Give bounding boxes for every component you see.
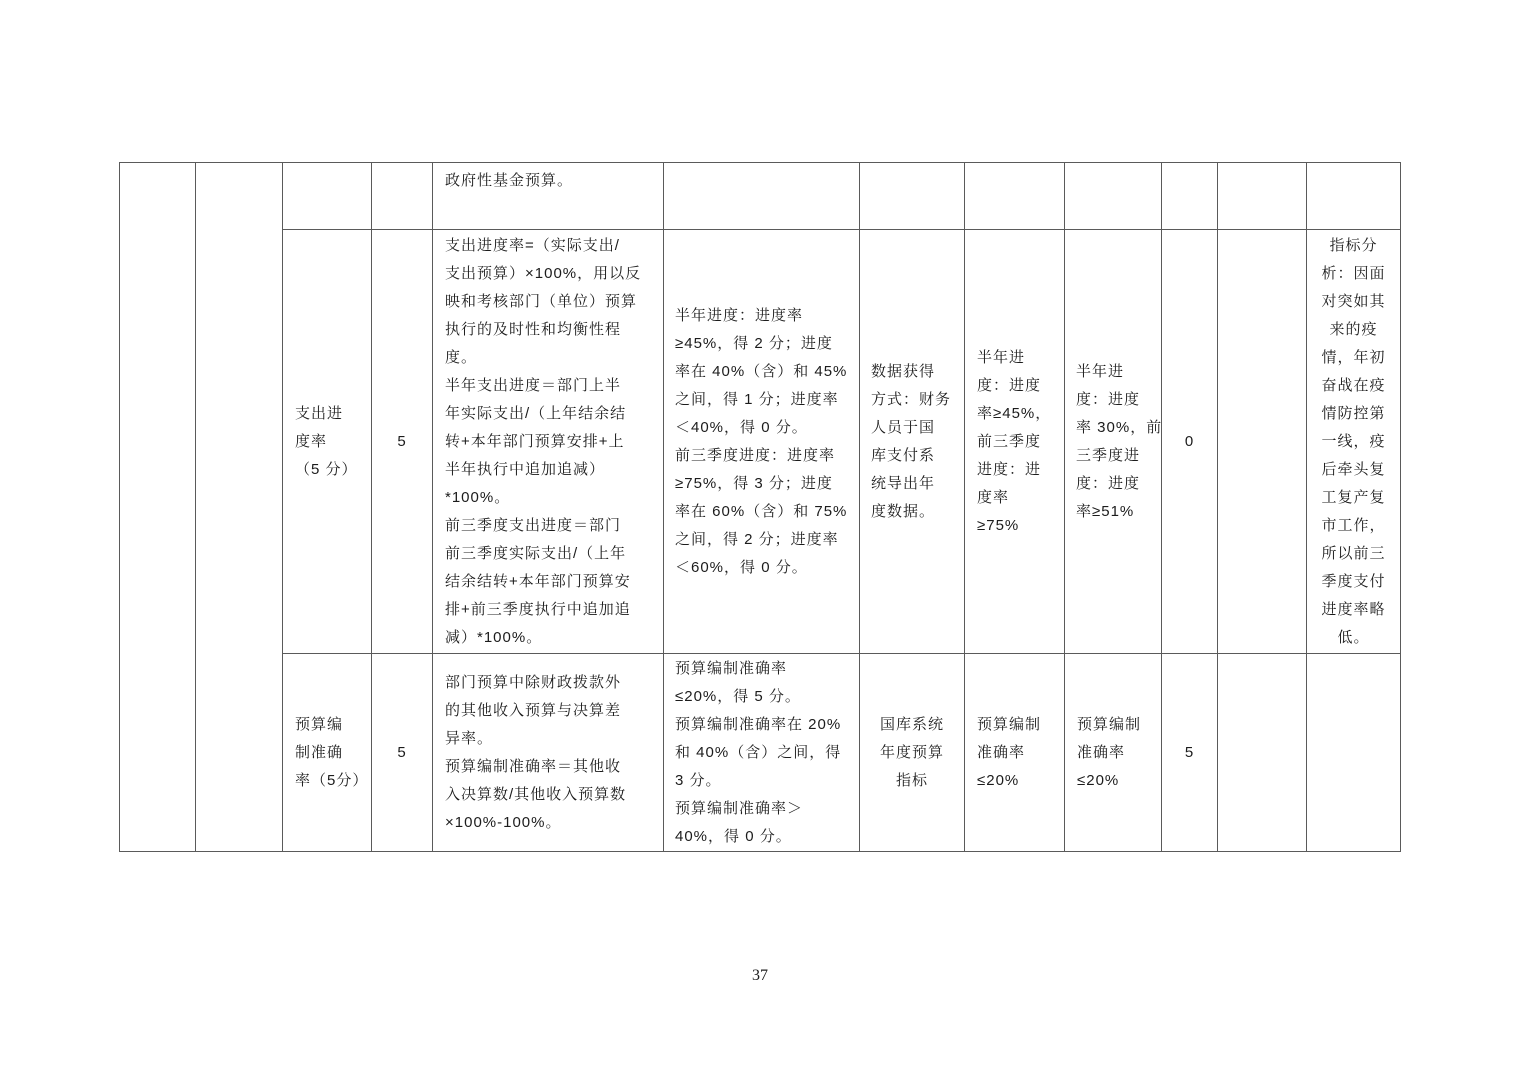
indicator-name-cell: [283, 230, 372, 654]
table-row: [120, 230, 1401, 654]
data-source-cell: [860, 230, 965, 654]
text-line: 40%，得 0 分。: [675, 827, 792, 845]
text-line: （5 分）: [295, 460, 358, 478]
text-line: 准确率: [977, 743, 1026, 761]
empty-cell: [1218, 654, 1307, 852]
score-cell: [1162, 654, 1218, 852]
text-line: ≤20%: [1077, 771, 1120, 789]
empty-cell: [1218, 230, 1307, 654]
text-line: 情，年初: [1321, 348, 1386, 366]
indicator-name-cell: [283, 163, 372, 230]
text-line: 度数据。: [871, 502, 936, 520]
score-cell: [1162, 230, 1218, 654]
scoring-standard-cell: [664, 163, 860, 230]
data-source-cell: [860, 163, 965, 230]
text-line: 进度：进: [977, 460, 1042, 478]
text-line: 度：进度: [1076, 474, 1141, 492]
weight-cell: [372, 230, 433, 654]
text-line: ≤20%: [977, 771, 1020, 789]
scoring-standard-cell: [664, 654, 860, 852]
text-line: 半年进: [1076, 362, 1125, 380]
text-line: 异率。: [445, 729, 494, 747]
text-line: 度。: [445, 348, 478, 366]
text-line: 国库系统: [879, 715, 944, 733]
table-row: [120, 163, 1401, 230]
text-line: 年实际支出/（上年结余结: [445, 404, 627, 422]
text-line: 预算编制准确率＞: [675, 799, 804, 817]
text-line: 后牵头复: [1321, 460, 1386, 478]
actual-value-cell: [1065, 654, 1162, 852]
text-line: 情防控第: [1321, 404, 1386, 422]
text-line: 人员于国: [871, 418, 936, 436]
text-line: ＜60%，得 0 分。: [675, 558, 808, 576]
empty-cell: [1218, 163, 1307, 230]
definition-cell: [433, 654, 664, 852]
text-line: 工复产复: [1321, 488, 1386, 506]
merged-empty-cell: [120, 163, 196, 852]
text-line: 市工作，: [1321, 516, 1386, 534]
text-line: 支出进度率=（实际支出/: [445, 236, 620, 254]
text-line: 析：因面: [1321, 264, 1386, 282]
text-line: 率 30%，前: [1076, 418, 1163, 436]
text-line: 低。: [1337, 628, 1370, 646]
text-line: ≤20%，得 5 分。: [675, 687, 801, 705]
text-line: 度率: [977, 488, 1010, 506]
text-line: 预算编: [295, 715, 344, 733]
text-line: 前三季度进度：进度率: [675, 446, 836, 464]
remark-cell: [1307, 654, 1401, 852]
text-line: 率（5分）: [295, 771, 369, 789]
table-row: [120, 654, 1401, 852]
remark-cell: [1307, 230, 1401, 654]
text-line: 半年执行中追加追减）: [445, 460, 606, 478]
text-line: 减）*100%。: [445, 628, 543, 646]
text-line: 统导出年: [871, 474, 936, 492]
actual-value-cell: [1065, 163, 1162, 230]
merged-empty-cell: [196, 163, 283, 852]
target-value-cell: [965, 230, 1065, 654]
text-line: 一线，疫: [1321, 432, 1386, 450]
text-line: *100%。: [445, 488, 511, 506]
text-line: 年度预算: [879, 743, 944, 761]
text-line: 之间，得 2 分；进度率: [675, 530, 839, 548]
text-line: 映和考核部门（单位）预算: [445, 292, 638, 310]
text-line: 指标: [895, 771, 928, 789]
text-line: 执行的及时性和均衡性程: [445, 320, 622, 338]
target-value-cell: [965, 163, 1065, 230]
text-line: 度：进度: [977, 376, 1042, 394]
text-line: 3 分。: [675, 771, 722, 789]
remark-cell: [1307, 163, 1401, 230]
text-line: 5: [397, 743, 407, 761]
text-line: 和 40%（含）之间，得: [675, 743, 842, 761]
text-line: 率≥45%，: [977, 404, 1052, 422]
text-line: 5: [397, 432, 407, 450]
text-line: 预算编制: [977, 715, 1042, 733]
weight-cell: [372, 163, 433, 230]
text-line: 方式：财务: [871, 390, 952, 408]
text-line: 的其他收入预算与决算差: [445, 701, 622, 719]
indicator-name-cell: [283, 654, 372, 852]
indicator-table: [119, 162, 1401, 852]
text-line: 转+本年部门预算安排+上: [445, 432, 625, 450]
text-line: 来的疫: [1329, 320, 1378, 338]
text-line: 季度支付: [1321, 572, 1386, 590]
text-line: 所以前三: [1321, 544, 1386, 562]
text-line: 奋战在疫: [1321, 376, 1386, 394]
score-cell: [1162, 163, 1218, 230]
text-line: 率在 40%（含）和 45%: [675, 362, 848, 380]
text-line: 准确率: [1077, 743, 1126, 761]
target-value-cell: [965, 654, 1065, 852]
text-line: 支出预算）×100%，用以反: [445, 264, 642, 282]
text-line: 率≥51%: [1076, 502, 1135, 520]
text-line: 制准确: [295, 743, 344, 761]
definition-cell: [433, 230, 664, 654]
text-line: 库支付系: [871, 446, 936, 464]
data-source-cell: [860, 654, 965, 852]
text-line: 半年支出进度＝部门上半: [445, 376, 622, 394]
text-line: 预算编制: [1077, 715, 1142, 733]
text-line: 部门预算中除财政拨款外: [445, 673, 622, 691]
text-line: 度：进度: [1076, 390, 1141, 408]
text-line: 0: [1184, 432, 1195, 450]
definition-cell: [433, 163, 664, 230]
text-line: 对突如其: [1321, 292, 1386, 310]
text-line: 结余结转+本年部门预算安: [445, 572, 631, 590]
text-line: 进度率略: [1321, 600, 1386, 618]
text-line: 之间，得 1 分；进度率: [675, 390, 839, 408]
actual-value-cell: [1065, 230, 1162, 654]
text-line: 预算编制准确率＝其他收: [445, 757, 622, 775]
text-line: 前三季度实际支出/（上年: [445, 544, 627, 562]
text-line: ×100%-100%。: [445, 813, 562, 831]
text-line: 率在 60%（含）和 75%: [675, 502, 848, 520]
text-line: 政府性基金预算。: [445, 172, 574, 189]
text-line: 半年进度：进度率: [675, 306, 804, 324]
text-line: 数据获得: [871, 362, 936, 380]
text-line: 排+前三季度执行中追加追: [445, 600, 631, 618]
scoring-standard-cell: [664, 230, 860, 654]
text-line: 前三季度支出进度＝部门: [445, 516, 622, 534]
page-number: 37: [752, 967, 768, 984]
text-line: ≥45%，得 2 分；进度: [675, 334, 833, 352]
text-line: 5: [1184, 743, 1195, 761]
text-line: ≥75%: [977, 516, 1020, 534]
text-line: 入决算数/其他收入预算数: [445, 785, 627, 803]
text-line: 支出进: [295, 404, 344, 422]
weight-cell: [372, 654, 433, 852]
text-line: 三季度进: [1076, 446, 1141, 464]
text-line: 半年进: [977, 348, 1026, 366]
text-line: 度率: [295, 432, 328, 450]
text-line: 预算编制准确率: [675, 659, 788, 677]
text-line: 指标分: [1329, 236, 1378, 254]
text-line: 前三季度: [977, 432, 1042, 450]
text-line: ＜40%，得 0 分。: [675, 418, 808, 436]
text-line: 预算编制准确率在 20%: [675, 715, 842, 733]
text-line: ≥75%，得 3 分；进度: [675, 474, 833, 492]
